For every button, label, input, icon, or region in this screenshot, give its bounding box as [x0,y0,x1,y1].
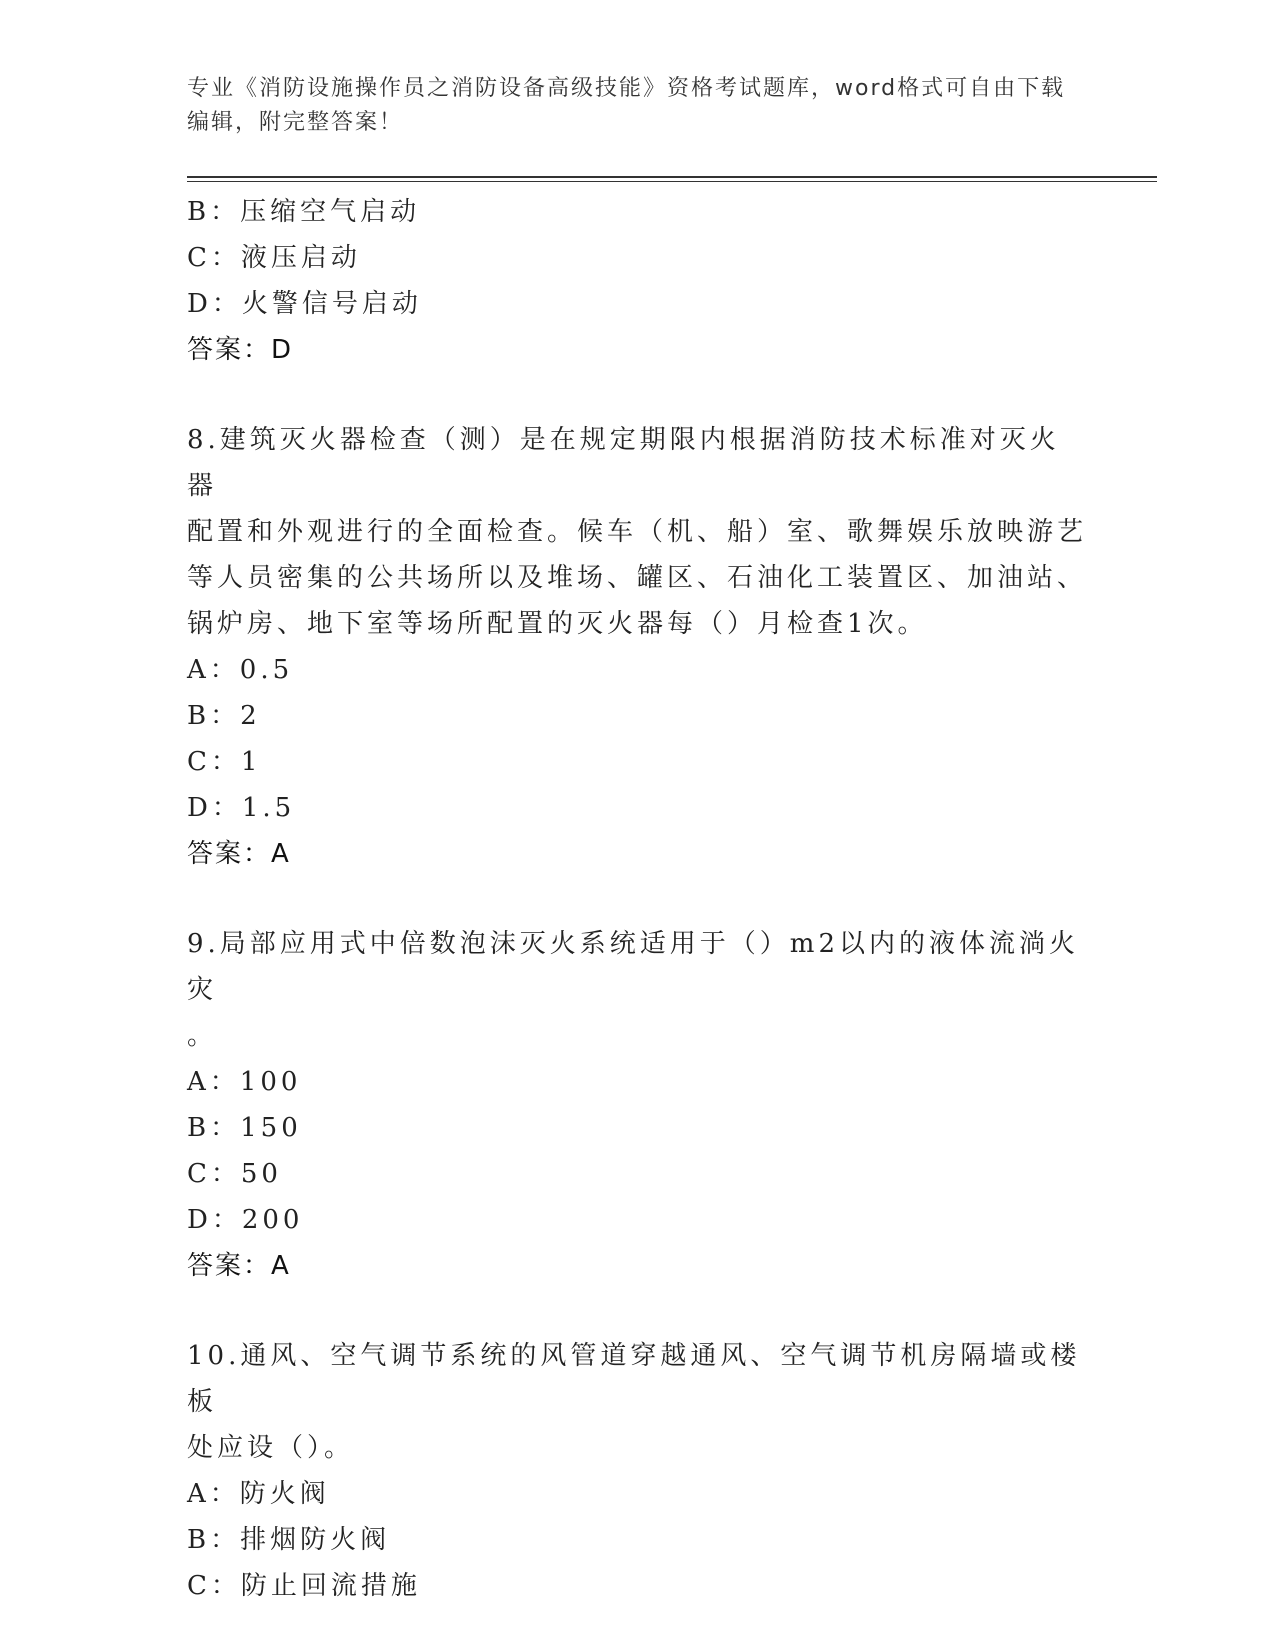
question-spacer [187,1289,1087,1333]
question-8-block [187,417,1087,877]
option-d: D：1.5 [187,793,296,823]
option-a: A：100 [187,1067,302,1097]
question-text-line: 8.建筑灭火器检查（测）是在规定期限内根据消防技术标准对灭火器 [187,425,1060,501]
answer-line: 答案：A [187,1251,291,1281]
option-b: B：150 [187,1113,302,1143]
option-b: B：压缩空气启动 [187,197,421,227]
question-text-line: 等人员密集的公共场所以及堆场、罐区、石油化工装置区、加油站、 [187,563,1088,593]
question-text-line: 配置和外观进行的全面检查。候车（机、船）室、歌舞娱乐放映游艺 [187,517,1088,547]
answer-line: 答案：D [187,335,294,365]
answer-line: 答案：A [187,839,291,869]
question-10-block [187,1333,1087,1609]
option-a: A：0.5 [187,655,294,685]
option-d: D：200 [187,1205,304,1235]
question-text-line: 9.局部应用式中倍数泡沫灭火系统适用于（）m2以内的液体流淌火灾 [187,929,1080,1005]
option-c: C：50 [187,1159,282,1189]
header-text: 专业《消防设施操作员之消防设备高级技能》资格考试题库，word格式可自由下载编辑，附完整答案！ [187,76,1066,135]
option-c: C：防止回流措施 [187,1571,421,1601]
previous-question-block [187,189,1087,373]
question-text-line: 锅炉房、地下室等场所配置的灭火器每（）月检查1次。 [187,609,928,639]
question-text-line: 10.通风、空气调节系统的风管道穿越通风、空气调节机房隔墙或楼板 [187,1341,1081,1417]
option-a: A：防火阀 [187,1479,330,1509]
page-header [187,72,1067,140]
document-body [187,189,1087,1609]
option-d: D：火警信号启动 [187,289,422,319]
question-spacer [187,373,1087,417]
header-divider [187,176,1157,182]
question-text-line: 处应设（）。 [187,1433,355,1463]
option-c: C：1 [187,747,262,777]
option-b: B：2 [187,701,261,731]
question-spacer [187,877,1087,921]
option-b: B：排烟防火阀 [187,1525,391,1555]
question-9-block [187,921,1087,1289]
question-text-line: 。 [187,1021,218,1051]
option-c: C：液压启动 [187,243,361,273]
